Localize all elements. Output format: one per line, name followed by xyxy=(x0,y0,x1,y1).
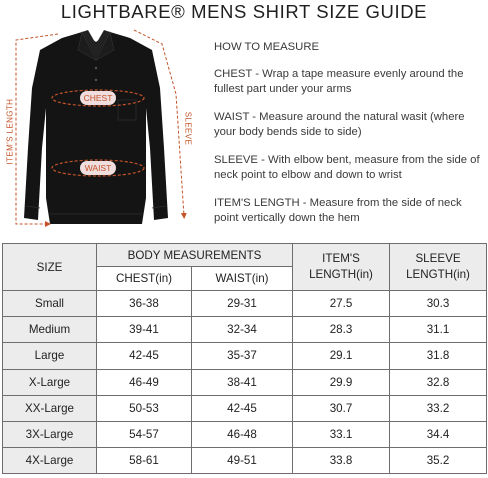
instruction-length: ITEM'S LENGTH - Measure from the side of neck point vertically down the hem xyxy=(214,197,462,224)
header-sleeve: SLEEVE LENGTH(in) xyxy=(390,244,487,291)
chest-cell: 36-38 xyxy=(97,291,192,317)
how-to-heading: HOW TO MEASURE xyxy=(214,41,320,53)
instruction-waist: WAIST - Measure around the natural wasit (where your body bends side to side) xyxy=(214,111,465,138)
waist-cell: 38-41 xyxy=(192,369,293,395)
table-row xyxy=(3,343,487,369)
header-size: SIZE xyxy=(3,244,97,291)
chest-cell: 50-53 xyxy=(97,395,192,421)
length-cell: 28.3 xyxy=(293,317,390,343)
length-cell: 27.5 xyxy=(293,291,390,317)
length-cell: 29.1 xyxy=(293,343,390,369)
size-cell: 4X-Large xyxy=(3,448,97,474)
page-title: LIGHTBARE® MENS SHIRT SIZE GUIDE xyxy=(60,1,428,22)
waist-label: WAIST xyxy=(80,161,116,175)
waist-cell: 46-48 xyxy=(192,421,293,447)
chest-cell: 39-41 xyxy=(97,317,192,343)
shirt-body xyxy=(24,32,168,224)
header-chest: CHEST(in) xyxy=(97,267,192,291)
waist-cell: 49-51 xyxy=(192,448,293,474)
waist-cell: 32-34 xyxy=(192,317,293,343)
table-row xyxy=(3,291,487,317)
sleeve-cell: 31.1 xyxy=(390,317,487,343)
waist-cell: 42-45 xyxy=(192,395,293,421)
chest-cell: 46-49 xyxy=(97,369,192,395)
table-row xyxy=(3,317,487,343)
length-cell: 33.8 xyxy=(293,448,390,474)
table-row xyxy=(3,421,487,447)
length-cell: 30.7 xyxy=(293,395,390,421)
size-cell: XX-Large xyxy=(3,395,97,421)
how-to-measure xyxy=(214,40,484,239)
waist-cell: 35-37 xyxy=(192,343,293,369)
header-length: ITEM'S LENGTH(in) xyxy=(293,244,390,291)
size-cell: Large xyxy=(3,343,97,369)
size-chart-table xyxy=(2,243,487,474)
sleeve-cell: 31.8 xyxy=(390,343,487,369)
shirt-drawing xyxy=(0,28,210,233)
chest-label: CHEST xyxy=(80,91,116,105)
sleeve-cell: 32.8 xyxy=(390,369,487,395)
table-row xyxy=(3,448,487,474)
waist-cell: 29-31 xyxy=(192,291,293,317)
size-cell: X-Large xyxy=(3,369,97,395)
size-cell: 3X-Large xyxy=(3,421,97,447)
chest-cell: 42-45 xyxy=(97,343,192,369)
size-cell: Medium xyxy=(3,317,97,343)
table-row xyxy=(3,395,487,421)
shirt-illustration xyxy=(0,28,210,233)
sleeve-cell: 30.3 xyxy=(390,291,487,317)
table-row xyxy=(3,369,487,395)
instruction-sleeve: SLEEVE - With elbow bent, measure from the side of neck point to elbow and down to wrist xyxy=(214,154,480,181)
chest-cell: 58-61 xyxy=(97,448,192,474)
size-cell: Small xyxy=(3,291,97,317)
length-cell: 33.1 xyxy=(293,421,390,447)
sleeve-cell: 34.4 xyxy=(390,421,487,447)
instruction-chest: CHEST - Wrap a tape measure evenly around the fullest part under your arms xyxy=(214,68,464,95)
sleeve-cell: 35.2 xyxy=(390,448,487,474)
length-label: ITEM'S LENGTH xyxy=(5,98,15,165)
header-body-measurements: BODY MEASUREMENTS xyxy=(97,244,293,267)
sleeve-cell: 33.2 xyxy=(390,395,487,421)
chest-cell: 54-57 xyxy=(97,421,192,447)
header-waist: WAIST(in) xyxy=(192,267,293,291)
length-cell: 29.9 xyxy=(293,369,390,395)
sleeve-label: SLEEVE xyxy=(183,111,193,146)
